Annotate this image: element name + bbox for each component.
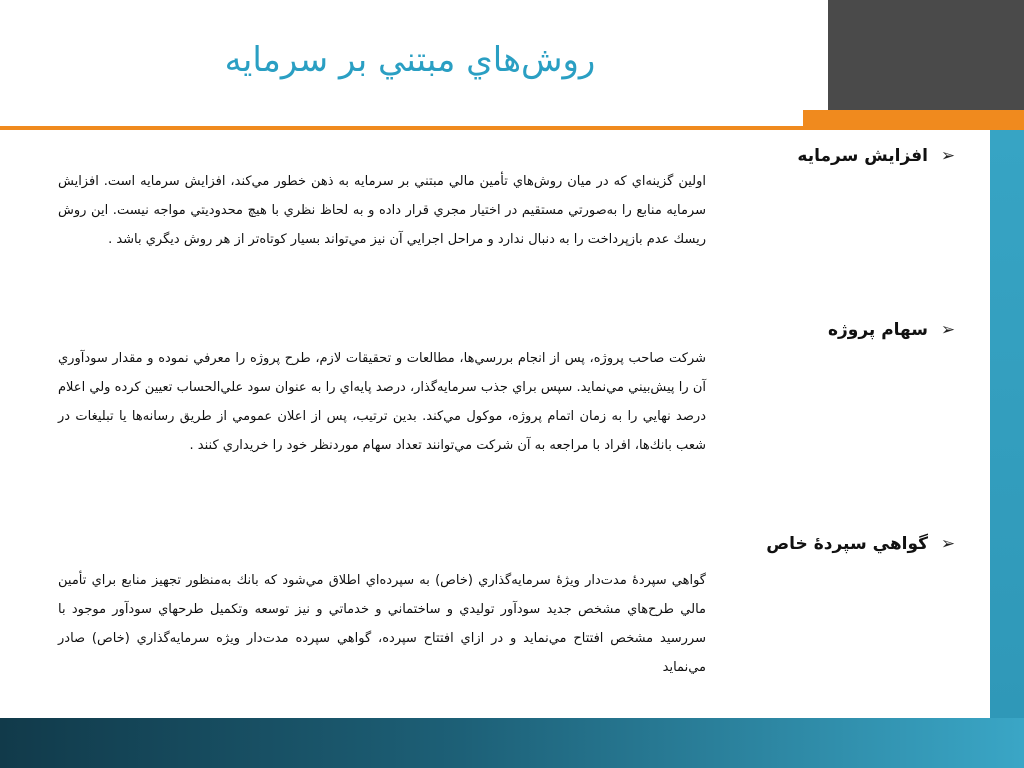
header-orange-block [803,110,1024,126]
header-orange-rule [0,126,1024,130]
section-body-project-shares: شركت صاحب پروژه، پس از انجام بررسي‌ها، مطالعات و تحقيقات لازم، طرح پروژه را معرفي نموده و مقدار سودآوري آن را پيش‌بيني مي‌نمايد. سپس براي جذب سرمايه‌گذار، درصد پايه‌اي را به عنوان سود علي‌الحساب تعيين كرده ولي اعلام درصد نهايي را به زمان اتمام پروژه، موكول مي‌كند. بدين ترتيب، پس از اعلان عمومي از طريق رسانه‌ها يا تبليغات در شعب بانك‌ها، افراد با مراجعه به آن شركت مي‌توانند تعداد سهام موردنظر خود را خريداري كنند . [58,351,706,453]
arrow-bullet-icon: ➢ [940,534,956,554]
page-title: روش‌هاي مبتني بر سرمايه [224,40,596,80]
section-heading-special-deposit [766,534,958,554]
section-heading-label: افزايش سرمايه [797,146,928,166]
header-dark-block [828,0,1024,110]
section-heading-label: سهام پروژه [827,320,928,340]
right-teal-strip [990,130,1024,718]
section-body-special-deposit: گواهي سپردهٔ مدت‌دار ويژهٔ سرمايه‌گذاري (خاص) به سپرده‌اي اطلاق مي‌شود كه بانك به‌منظور تجهيز منابع براي تأمين مالي طرح‌هاي مشخص جديد سودآور توليدي و ساختماني و خدماتي و نيز توسعه وتكميل طرحهاي سودآور موجود با سررسيد مشخص افتتاح مي‌نمايد و در ازاي افتتاح سپرده، گواهي سپرده مدت‌دار ويژه سرمايه‌گذاري (خاص) صادر مي‌نمايد [58,573,706,675]
section-heading-label: گواهي سپردهٔ خاص [766,534,928,554]
arrow-bullet-icon: ➢ [940,320,956,340]
footer-gradient-band [0,718,1024,768]
section-body-capital-increase: اولين گزينه‌اي كه در ميان روش‌هاي تأمين مالي مبتني بر سرمايه به ذهن خطور مي‌كند، افزايش سرمايه است. افزايش سرمايه منابع را به‌صورتي مستقيم در اختيار مجري قرار داده و به لحاظ نظري با هيچ محدوديتي مواجه نيست. اين روش ريسك عدم بازپرداخت را به دنبال ندارد و مراحل اجرايي آن نيز مي‌تواند بسيار كوتاه‌تر از هر روش ديگري باشد . [58,174,706,247]
section-heading-capital-increase [797,146,958,166]
section-heading-project-shares [828,320,958,340]
arrow-bullet-icon: ➢ [940,146,956,166]
